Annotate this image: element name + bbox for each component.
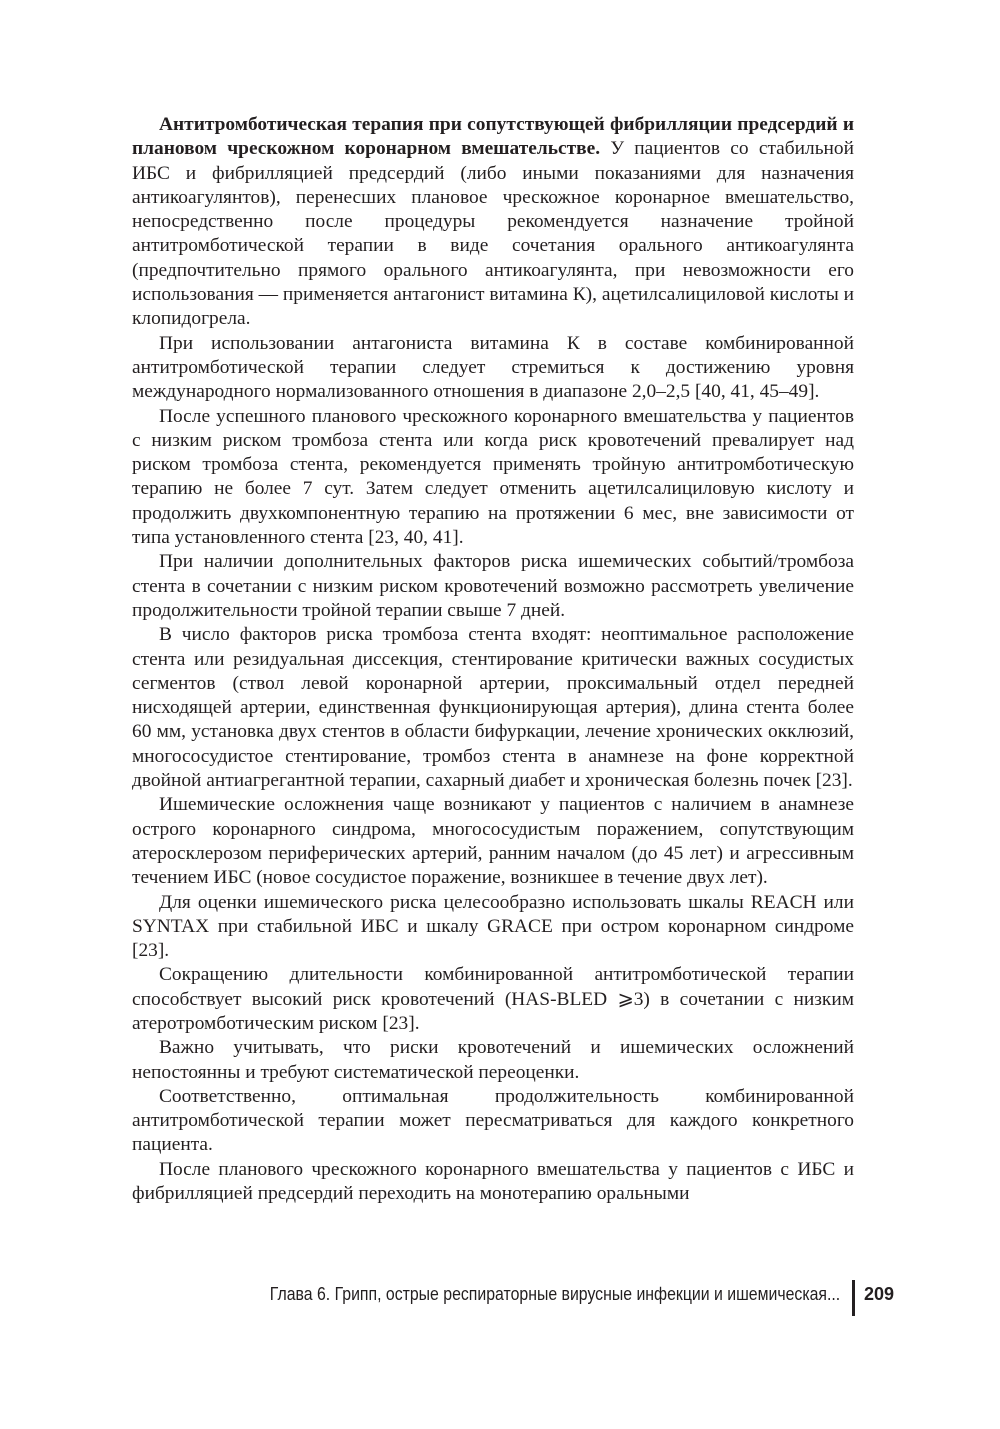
paragraph-text: У пациентов со стабильной ИБС и фибрилляцией предсердий (либо иными показаниями для назначения антикоагулянтов), перенесших плановое чрескожное коронарное вмешательство, непосредственно после процедуры рекомендуется назначение тройной антитромботической терапии в виде сочетания орального антикоагулянта (предпочтительно прямого орального антикоагулянта, при невозможности его использования — применяется антагонист витамина К), ацетилсалициловой кислоты и клопидогрела.	[132, 138, 854, 330]
page-footer	[0, 1280, 1000, 1320]
section-heading: Антитромботическая терапия при сопутствующей фибрилляции предсердий и плановом чрескожном коронарном вмешательстве.	[132, 114, 854, 160]
paragraph: Для оценки ишемического риска целесообразно использовать шкалы REACH или SYNTAX при стабильной ИБС и шкалу GRACE при остром коронарном синдроме [23].	[132, 891, 854, 962]
paragraph: При наличии дополнительных факторов риска ишемических событий/тромбоза стента в сочетании с низким риском кровотечений возможно рассмотреть увеличение продолжительности тройной терапии свыше 7 дней.	[132, 551, 854, 621]
paragraph: В число факторов риска тромбоза стента входят: неоптимальное расположение стента или резидуальная диссекция, стентирование критически важных сосудистых сегментов (ствол левой коронарной артерии, проксимальный отдел передней нисходящей артерии, единственная функционирующая артерия), длина стента более 60 мм, установка двух стентов в области бифуркации, лечение хронических окклюзий, многососудистое стентирование, тромбоз стента в анамнезе на фоне корректной двойной антиагрегантной терапии, сахарный диабет и хроническая болезнь почек [23].	[132, 624, 854, 792]
paragraph: Важно учитывать, что риски кровотечений и ишемических осложнений непостоянны и требуют систематической переоценки.	[132, 1037, 854, 1083]
running-head: Глава 6. Грипп, острые респираторные вирусные инфекции и ишемическая...	[269, 1284, 840, 1304]
paragraph: Ишемические осложнения чаще возникают у пациентов с наличием в анамнезе острого коронарного синдрома, многососудистым поражением, сопутствующим атеросклерозом периферических артерий, ранним началом (до 45 лет) и агрессивным течением ИБС (новое сосудистое поражение, возникшее в течение двух лет).	[132, 794, 854, 889]
page-number: 209	[864, 1284, 895, 1304]
paragraph: Соответственно, оптимальная продолжительность комбинированной антитромботической терапии может пересматриваться для каждого конкретного пациента.	[132, 1085, 854, 1156]
paragraph: После планового чрескожного коронарного вмешательства у пациентов с ИБС и фибрилляцией предсердий переходить на монотерапию оральными	[132, 1158, 854, 1205]
footer-divider	[852, 1280, 855, 1316]
paragraph	[132, 113, 854, 332]
paragraph: При использовании антагониста витамина К в составе комбинированной антитромботической терапии следует стремиться к достижению уровня международного нормализованного отношения в диапазоне 2,0–2,5 [40, 41, 45–49].	[132, 332, 854, 403]
paragraph: После успешного планового чрескожного коронарного вмешательства у пациентов с низким риском тромбоза стента или когда риск кровотечений превалирует над риском тромбоза стента, рекомендуется применять тройную антитромботическую терапию не более 7 сут. Затем следует отменить ацетилсалициловую кислоту и продолжить двухкомпонентную терапию на протяжении 6 мес, вне зависимости от типа установленного стента [23, 40, 41].	[132, 405, 854, 549]
paragraph: Сокращению длительности комбинированной антитромботической терапии способствует высокий риск кровотечений (HAS-BLED ⩾3) в сочетании с низким атеротромботическим риском [23].	[132, 964, 854, 1034]
body-text	[132, 113, 854, 1206]
